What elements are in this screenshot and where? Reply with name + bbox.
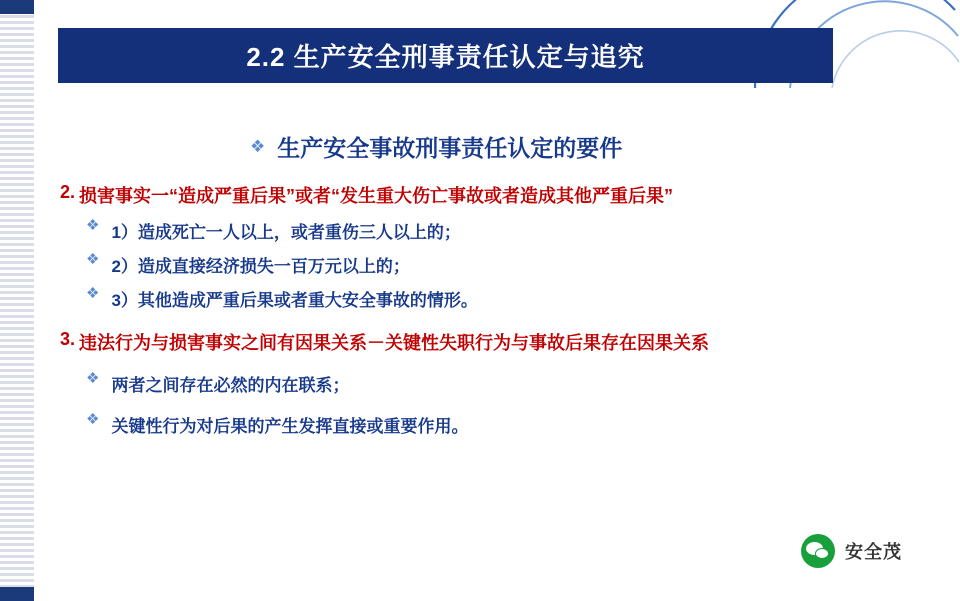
slide-title-bar bbox=[58, 28, 833, 83]
diamond-bullet-icon: ❖ bbox=[86, 285, 100, 302]
slide-content bbox=[60, 182, 910, 446]
block-heading-text-3: 违法行为与损害事实之间有因果关系－关键性失职行为与事故后果存在因果关系 bbox=[79, 333, 710, 353]
list-item-label: 1）造成死亡一人以上，或者重伤三人以上的； bbox=[111, 223, 461, 242]
diamond-bullet-icon: ❖ bbox=[86, 217, 100, 234]
block-number-3: 3. bbox=[60, 329, 76, 349]
list-item bbox=[86, 252, 910, 277]
section-heading-label: 生产安全事故刑事责任认定的要件 bbox=[277, 135, 623, 161]
list-item bbox=[86, 218, 910, 243]
left-band-top-cap bbox=[0, 0, 34, 14]
list-item bbox=[86, 412, 910, 437]
block-number-2: 2. bbox=[60, 182, 76, 202]
list-item-label: 2）造成直接经济损失一百万元以上的； bbox=[111, 257, 410, 276]
diamond-bullet-icon: ❖ bbox=[86, 370, 100, 387]
wechat-account-logo bbox=[801, 534, 902, 568]
block-heading-text-2: 损害事实一“造成严重后果”或者“发生重大伤亡事故或者造成其他严重后果” bbox=[79, 186, 674, 206]
diamond-bullet-icon: ❖ bbox=[250, 137, 266, 156]
left-band-bottom-cap bbox=[0, 587, 34, 601]
left-striped-band bbox=[0, 0, 34, 601]
list-item bbox=[86, 286, 910, 311]
block-heading-3 bbox=[60, 329, 910, 355]
wechat-icon bbox=[801, 534, 835, 568]
list-item-label: 3）其他造成严重后果或者重大安全事故的情形。 bbox=[111, 291, 478, 310]
block-heading-2 bbox=[60, 182, 910, 208]
diamond-bullet-icon: ❖ bbox=[86, 411, 100, 428]
list-item-label: 关键性行为对后果的产生发挥直接或重要作用。 bbox=[111, 417, 469, 436]
page-title: 2.2 生产安全刑事责任认定与追究 bbox=[246, 42, 645, 72]
diamond-bullet-icon: ❖ bbox=[86, 251, 100, 268]
list-item bbox=[86, 371, 910, 396]
list-item-label: 两者之间存在必然的内在联系； bbox=[111, 376, 350, 395]
section-heading bbox=[250, 130, 622, 163]
wechat-account-name: 安全茂 bbox=[845, 542, 902, 562]
